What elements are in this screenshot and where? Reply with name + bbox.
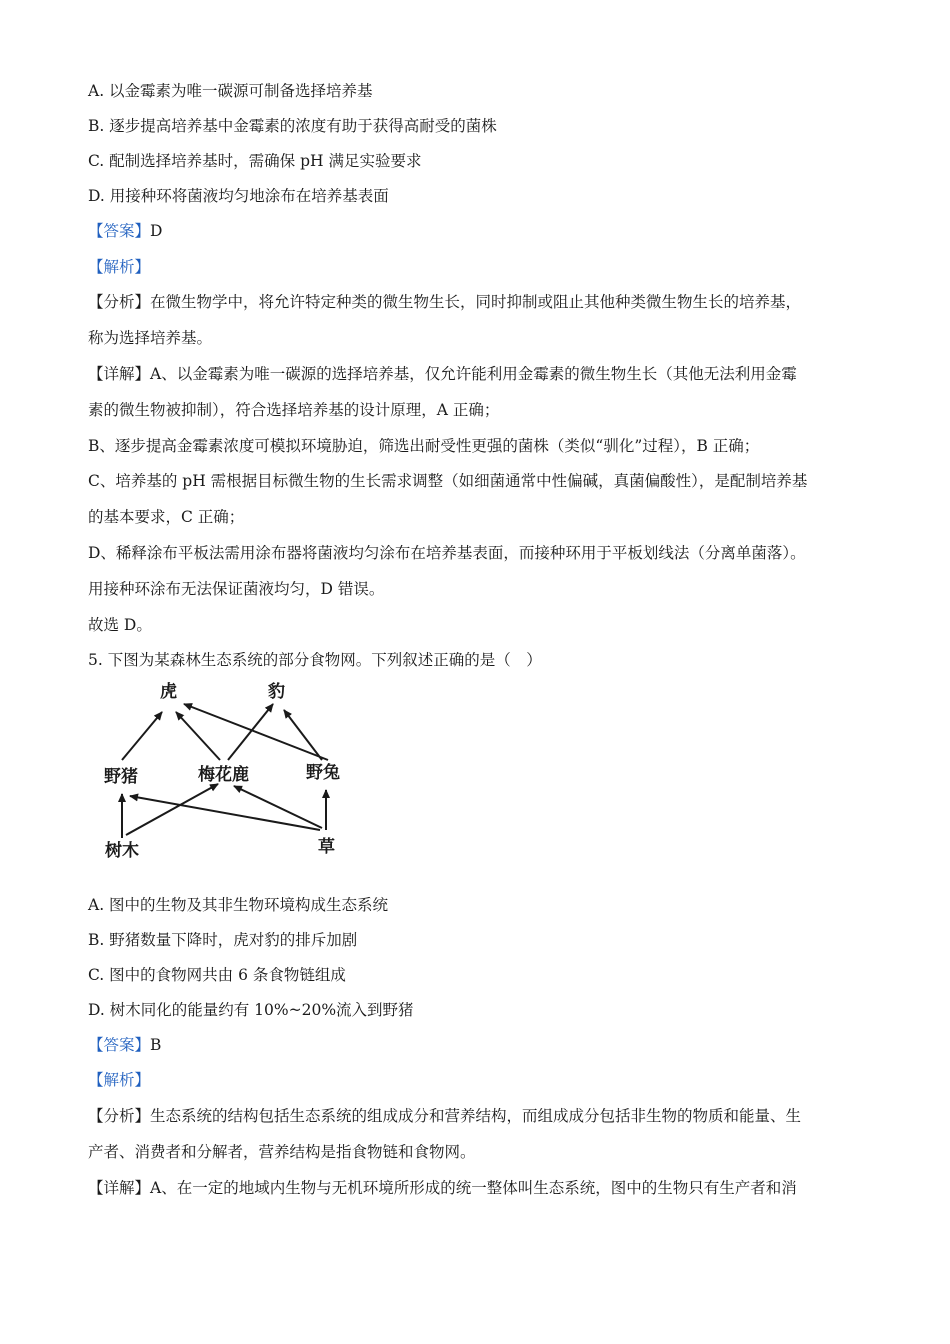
question-5-stem: 5. 下图为某森林生态系统的部分食物网。下列叙述正确的是（ ） <box>88 651 542 669</box>
option-d-q5: D. 树木同化的能量约有 10%~20%流入到野猪 <box>88 1001 414 1019</box>
option-c-q4: C. 配制选择培养基时，需确保 pH 满足实验要求 <box>88 152 422 170</box>
fenxi-text-1: 在微生物学中，将允许特定种类的微生物生长，同时抑制或阻止其他种类微生物生长的培养基， <box>150 293 802 311</box>
fenxi-tag: 【分析】 <box>88 293 151 311</box>
option-d-q4: D. 用接种环将菌液均匀地涂布在培养基表面 <box>88 187 389 205</box>
arrow-rabbit-to-leopard <box>284 710 322 760</box>
answer-tag: 【答案】 <box>88 1036 151 1054</box>
node-tiger: 虎 <box>160 682 177 702</box>
option-b-q5: B. 野猪数量下降时，虎对豹的排斥加剧 <box>88 931 358 949</box>
node-grass: 草 <box>318 837 335 857</box>
node-boar: 野猪 <box>104 767 138 787</box>
detail-tag: 【详解】 <box>88 365 151 383</box>
food-web-svg <box>100 678 360 868</box>
detail-text-1: A、以金霉素为唯一碳源的选择培养基，仅允许能利用金霉素的微生物生长（其他无法利用金霉 <box>150 365 797 383</box>
analysis-tag-q4: 【解析】 <box>88 258 151 276</box>
fenxi-tag: 【分析】 <box>88 1107 151 1125</box>
answer-q5 <box>88 1034 868 1056</box>
answer-q4 <box>88 220 868 242</box>
detail-text-5: 的基本要求，C 正确； <box>88 508 245 526</box>
node-deer: 梅花鹿 <box>198 765 249 785</box>
analysis-detail-q4 <box>88 363 868 385</box>
food-web-diagram <box>100 678 360 868</box>
answer-tag: 【答案】 <box>88 222 151 240</box>
fenxi-text-2: 称为选择培养基。 <box>88 329 213 347</box>
answer-value: D <box>150 222 163 240</box>
arrow-rabbit-to-tiger <box>184 704 328 760</box>
detail-text-6: D、稀释涂布平板法需用涂布器将菌液均匀涂布在培养基表面，而接种环用于平板划线法（分离单菌落）。 <box>88 544 806 562</box>
detail-text-3: B、逐步提高金霉素浓度可模拟环境胁迫，筛选出耐受性更强的菌株（类似“驯化”过程），B 正确； <box>88 437 760 455</box>
fenxi-text-2: 产者、消费者和分解者，营养结构是指食物链和食物网。 <box>88 1143 476 1161</box>
node-leopard: 豹 <box>268 682 285 702</box>
arrow-deer-to-leopard <box>228 704 273 760</box>
detail-text-2: 素的微生物被抑制），符合选择培养基的设计原理，A 正确； <box>88 401 500 419</box>
answer-value: B <box>150 1036 162 1054</box>
analysis-detail-q5 <box>88 1177 868 1199</box>
arrow-deer-to-tiger <box>176 712 220 760</box>
analysis-fenxi-q4 <box>88 291 868 313</box>
option-c-q5: C. 图中的食物网共由 6 条食物链组成 <box>88 966 346 984</box>
detail-text-1: A、在一定的地域内生物与无机环境所形成的统一整体叫生态系统，图中的生物只有生产者和消 <box>150 1179 797 1197</box>
node-tree: 树木 <box>105 841 139 861</box>
fenxi-text-1: 生态系统的结构包括生态系统的组成成分和营养结构，而组成成分包括非生物的物质和能量、生 <box>150 1107 802 1125</box>
detail-text-7: 用接种环涂布无法保证菌液均匀，D 错误。 <box>88 580 385 598</box>
arrow-boar-to-tiger <box>122 712 162 760</box>
conclusion-q4: 故选 D。 <box>88 616 152 634</box>
node-rabbit: 野兔 <box>306 763 340 783</box>
option-b-q4: B. 逐步提高培养基中金霉素的浓度有助于获得高耐受的菌株 <box>88 117 497 135</box>
detail-text-4: C、培养基的 pH 需根据目标微生物的生长需求调整（如细菌通常中性偏碱，真菌偏酸性），是配制培养基 <box>88 472 808 490</box>
option-a-q4: A. 以金霉素为唯一碳源可制备选择培养基 <box>88 82 373 100</box>
analysis-fenxi-q5 <box>88 1105 868 1127</box>
option-a-q5: A. 图中的生物及其非生物环境构成生态系统 <box>88 896 389 914</box>
analysis-tag-q5: 【解析】 <box>88 1071 151 1089</box>
detail-tag: 【详解】 <box>88 1179 151 1197</box>
